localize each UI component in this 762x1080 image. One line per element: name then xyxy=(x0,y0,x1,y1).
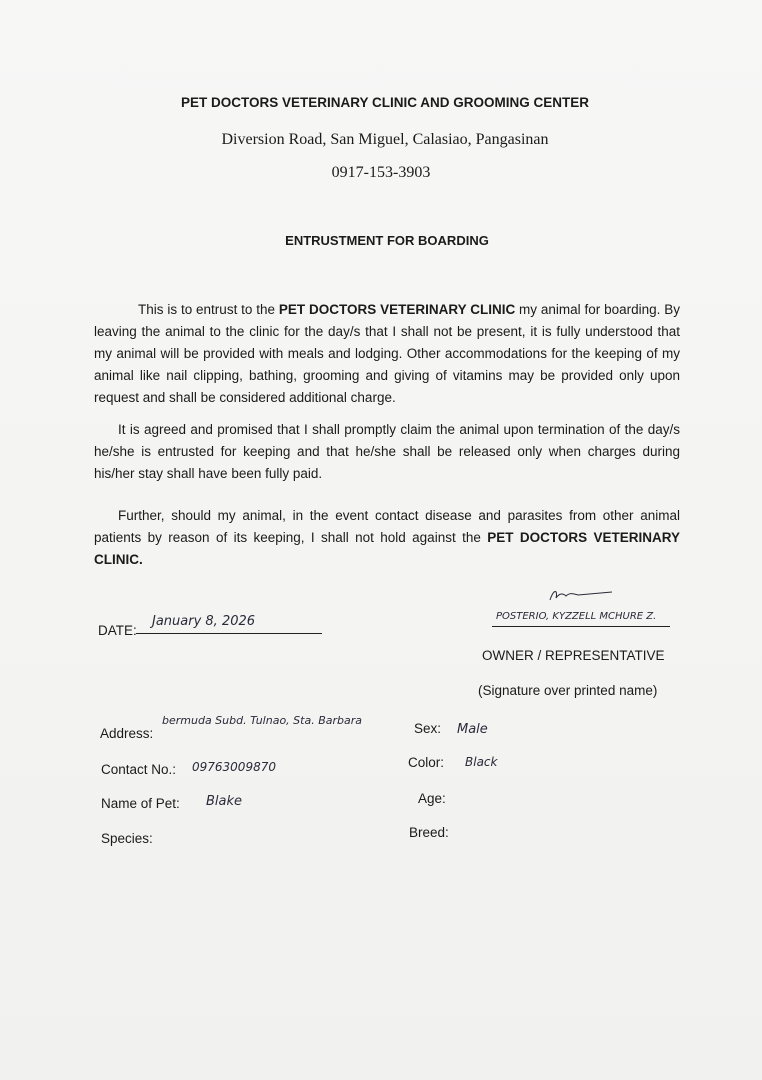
signature-scribble xyxy=(548,586,618,604)
p1-bold: PET DOCTORS VETERINARY CLINIC xyxy=(278,302,516,317)
pet-name-value: Blake xyxy=(206,794,243,809)
color-value: Black xyxy=(465,755,498,769)
p1-text: This is to entrust to the xyxy=(138,302,279,317)
species-label: Species: xyxy=(101,831,153,846)
signature-note: (Signature over printed name) xyxy=(478,683,658,698)
p1-text-2: my animal for boarding. By leaving the animal to the clinic for the day/s that I shall not be present, it is fully understood that my animal will be provided with meals and lodging. Other accommodations for the keeping of my animal like nail clipping, bathing, grooming and giving of vitamins may be provided only upon request and shall be considered additional charge. xyxy=(94,302,680,405)
p3-bold: PET DOCTORS VETERINARY CLINIC xyxy=(94,530,680,567)
contact-label: Contact No.: xyxy=(101,762,177,777)
sex-value: Male xyxy=(457,722,488,737)
address-label: Address: xyxy=(100,726,154,741)
address-value: bermuda Subd. Tulnao, Sta. Barbara xyxy=(162,714,362,727)
clinic-phone: 0917-153-3903 xyxy=(331,164,431,181)
paragraph-2 xyxy=(94,419,680,485)
p3-text-2: . xyxy=(139,552,143,567)
color-label: Color: xyxy=(408,755,445,770)
pet-name-label: Name of Pet: xyxy=(101,796,180,811)
p3-text: Further, should my animal, in the event contact disease and parasites from other animal patients by reason of its keeping, I shall not hold against the xyxy=(94,508,680,545)
clinic-name: PET DOCTORS VETERINARY CLINIC AND GROOMING CENTER xyxy=(180,95,590,110)
paragraph-1 xyxy=(94,299,680,409)
date-label: DATE: xyxy=(98,623,137,638)
date-value: January 8, 2026 xyxy=(152,614,256,629)
age-label: Age: xyxy=(418,791,446,806)
paragraph-3 xyxy=(94,505,680,571)
breed-label: Breed: xyxy=(409,825,449,840)
printed-name: POSTERIO, KYZZELL MCHURE Z. xyxy=(496,611,657,622)
sex-label: Sex: xyxy=(414,721,442,736)
document-title: ENTRUSTMENT FOR BOARDING xyxy=(285,233,489,248)
p2-text: It is agreed and promised that I shall promptly claim the animal upon termination of the day/s he/she is entrusted for keeping and that he/she shall be released only when charges during his/her stay shall have been fully paid. xyxy=(94,422,680,481)
signature-line xyxy=(492,626,670,627)
owner-label: OWNER / REPRESENTATIVE xyxy=(482,648,665,663)
clinic-address: Diversion Road, San Miguel, Calasiao, Pangasinan xyxy=(221,131,549,148)
contact-value: 09763009870 xyxy=(192,760,276,774)
